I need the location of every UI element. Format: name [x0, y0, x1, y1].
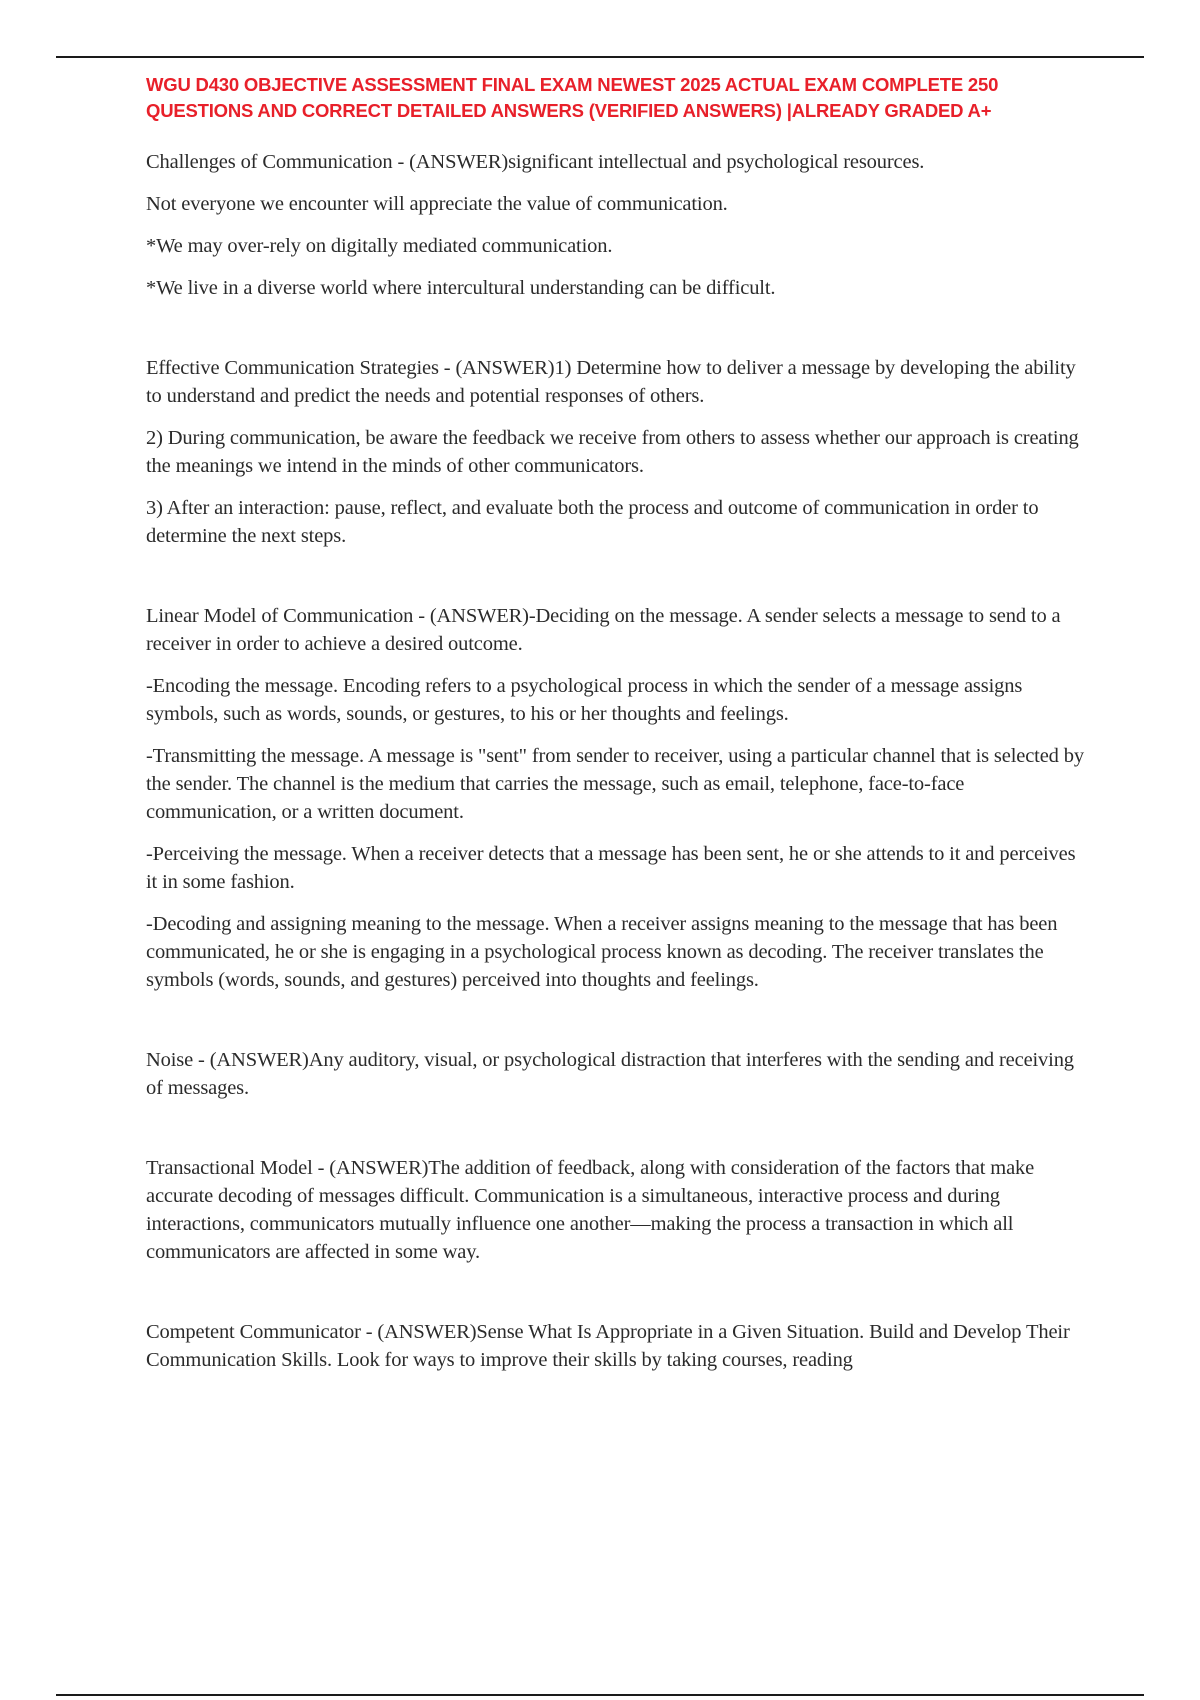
paragraph-challenges: Challenges of Communication - (ANSWER)significant intellectual and psychological resources. — [146, 151, 925, 173]
title-line-2: QUESTIONS AND CORRECT DETAILED ANSWERS (VERIFIED ANSWERS) |ALREADY GRADED A+ — [146, 100, 992, 121]
paragraph: -Decoding and assigning meaning to the message. When a receiver assigns meaning to the message that has been communicated, he or she is engaging in a psychological process known as decoding. The receiver translates the symbols (words, sounds, and gestures) perceived into thoughts and feelings. — [146, 913, 1058, 991]
paragraph: *We may over-rely on digitally mediated communication. — [146, 235, 613, 257]
paragraph: 2) During communication, be aware the feedback we receive from others to assess whether our approach is creating the meanings we intend in the minds of other communicators. — [146, 427, 1079, 477]
paragraph: 3) After an interaction: pause, reflect, and evaluate both the process and outcome of communication in order to determine the next steps. — [146, 497, 1039, 547]
paragraph-noise: Noise - (ANSWER)Any auditory, visual, or psychological distraction that interferes with the sending and receiving of messages. — [146, 1049, 1074, 1099]
paragraph: -Perceiving the message. When a receiver detects that a message has been sent, he or she attends to it and perceives it in some fashion. — [146, 843, 1076, 893]
paragraph: *We live in a diverse world where intercultural understanding can be difficult. — [146, 277, 776, 299]
document-title — [146, 72, 1086, 124]
paragraph: Not everyone we encounter will appreciate the value of communication. — [146, 193, 728, 215]
paragraph-competent-communicator: Competent Communicator - (ANSWER)Sense What Is Appropriate in a Given Situation. Build and Develop Their Communication Skills. Look for ways to improve their skills by taking courses, reading — [146, 1321, 1070, 1371]
document-body — [146, 72, 1086, 1388]
top-rule — [56, 56, 1144, 58]
paragraph-effective-strategies: Effective Communication Strategies - (ANSWER)1) Determine how to deliver a message by developing the ability to understand and predict the needs and potential responses of others. — [146, 357, 1076, 407]
paragraph: -Encoding the message. Encoding refers to a psychological process in which the sender of a message assigns symbols, such as words, sounds, or gestures, to his or her thoughts and feelings. — [146, 675, 1023, 725]
bottom-rule — [56, 1694, 1144, 1696]
paragraph-transactional-model: Transactional Model - (ANSWER)The addition of feedback, along with consideration of the factors that make accurate decoding of messages difficult. Communication is a simultaneous, interactive process and during interactions, communicators mutually influence one another—making the process a transaction in which all communicators are affected in some way. — [146, 1157, 1035, 1263]
title-line-1: WGU D430 OBJECTIVE ASSESSMENT FINAL EXAM NEWEST 2025 ACTUAL EXAM COMPLETE 250 — [146, 74, 999, 95]
paragraph: -Transmitting the message. A message is "sent" from sender to receiver, using a particular channel that is selected by the sender. The channel is the medium that carries the message, such as email, telephone, face-to-face communication, or a written document. — [146, 745, 1084, 823]
paragraph-linear-model: Linear Model of Communication - (ANSWER)-Deciding on the message. A sender selects a message to send to a receiver in order to achieve a desired outcome. — [146, 605, 1061, 655]
